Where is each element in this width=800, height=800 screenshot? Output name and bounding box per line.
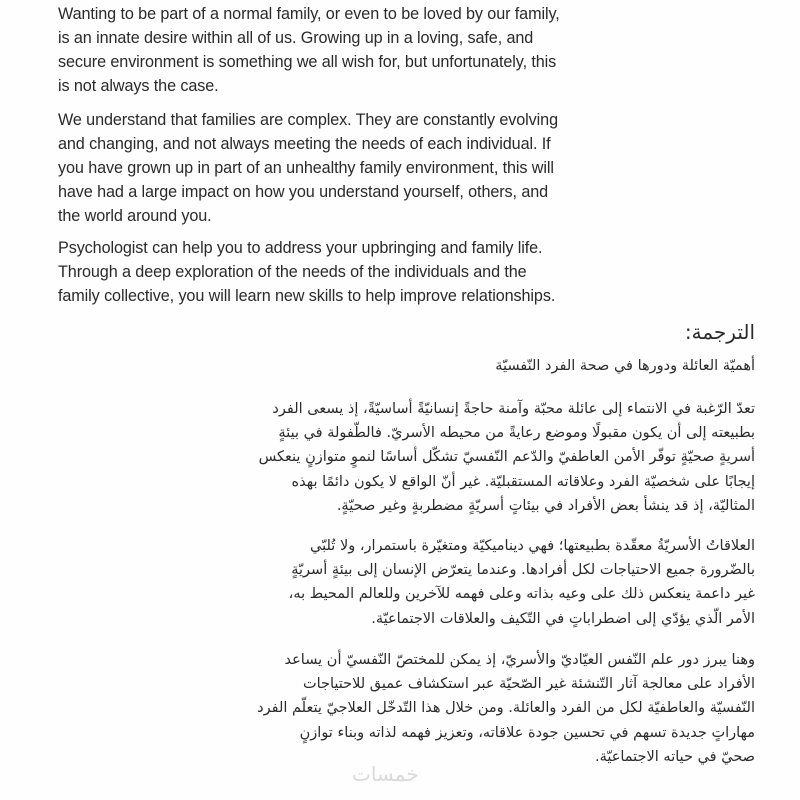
translation-subtitle: أهميّة العائلة ودورها في صحة الفرد النّفسيّة (495, 358, 755, 374)
arabic-paragraph-2 (65, 534, 755, 631)
arabic-paragraph-1 (65, 397, 755, 518)
english-paragraph-1 (58, 2, 758, 98)
text-line: secure environment is something we all wish for, but unfortunately, this (58, 53, 557, 71)
text-line: and changing, and not always meeting the needs of each individual. If (58, 135, 551, 153)
arabic-paragraph-3 (65, 648, 755, 769)
text-line: Wanting to be part of a normal family, or even to be loved by our family, (58, 5, 560, 23)
text-line: وهنا يبرز دور علم النّفس العيّاديّ والأسريّ، إذ يمكن للمختصّ النّفسيّ أن يساعد (284, 652, 755, 668)
text-line: تعدّ الرّغبة في الانتماء إلى عائلة محبّة وآمنة حاجةً إنسانيّةً أساسيّةً، إذ يسعى الفرد (272, 401, 755, 417)
text-line: الأمر الّذي يؤدّي إلى اضطراباتٍ في التّكيف والعلاقات الاجتماعيّة. (371, 610, 755, 627)
translation-heading: الترجمة: (684, 320, 755, 344)
text-line: إيجابًا على شخصيّة الفرد وعلاقاته المستقبليّة. غير أنّ الواقع لا يكون دائمًا بهذه (291, 473, 755, 490)
text-line: المثاليّة، إذ قد ينشأ بعض الأفراد في بيئاتٍ أسريّةٍ مضطربةٍ وغير صحيّةٍ. (336, 497, 755, 514)
text-line: Through a deep exploration of the needs of the individuals and the (58, 263, 527, 281)
text-line: بالضّرورة جميع الاحتياجات لكل أفرادها. وعندما يتعرّض الإنسان إلى بيئةٍ أسريّةٍ (291, 562, 755, 579)
watermark-logo: خمسات (352, 762, 419, 786)
text-line: الأفراد على معالجة آثار التّنشئة غير الصّحيّة عبر استكشاف عميق للاحتياجات (302, 676, 755, 693)
text-line: is an innate desire within all of us. Growing up in a loving, safe, and (58, 29, 534, 47)
text-line: مهاراتٍ جديدة تسهم في تحسين جودة علاقاته، وتعزيز فهمه لذاته وبناء توازنٍ (299, 724, 755, 741)
english-paragraph-3 (58, 236, 758, 308)
text-line: you have grown up in part of an unhealthy family environment, this will (58, 159, 554, 177)
text-line: غير داعمة ينعكس ذلك على وعيه بذاته وعلى فهمه للآخرين وللعالم المحيط به، (288, 586, 755, 603)
text-line: Psychologist can help you to address your upbringing and family life. (58, 239, 543, 257)
text-line: أسريةٍ صحيّةٍ توفّر الأمن العاطفيّ والدّعم النّفسيّ تشكّل أساسًا لنموٍ متوازنٍ ينعكس (258, 449, 755, 466)
text-line: have had a large impact on how you understand yourself, others, and (58, 183, 549, 201)
text-line: We understand that families are complex. They are constantly evolving (58, 111, 558, 129)
text-line: is not always the case. (58, 77, 219, 95)
text-line: النّفسيّة والعاطفيّة لكل من الفرد والعائلة. ومن خلال هذا التّدخّل العلاجيّ يتعلّم الفرد (257, 700, 755, 717)
text-line: بطبيعته إلى أن يكون مقبولًا وموضع رعايةً من محيطه الأسريّ. فالطّفولة في بيئةٍ (278, 425, 755, 442)
text-line: the world around you. (58, 207, 212, 225)
english-paragraph-2 (58, 108, 758, 228)
text-line: family collective, you will learn new skills to help improve relationships. (58, 287, 556, 305)
text-line: صحيّ في حياته الاجتماعيّة. (594, 748, 755, 765)
text-line: العلاقاتُ الأسريّةُ معقّدة بطبيعتها؛ فهي ديناميكيّة ومتغيّرة باستمرار، ولا تُلبّي (310, 538, 755, 554)
